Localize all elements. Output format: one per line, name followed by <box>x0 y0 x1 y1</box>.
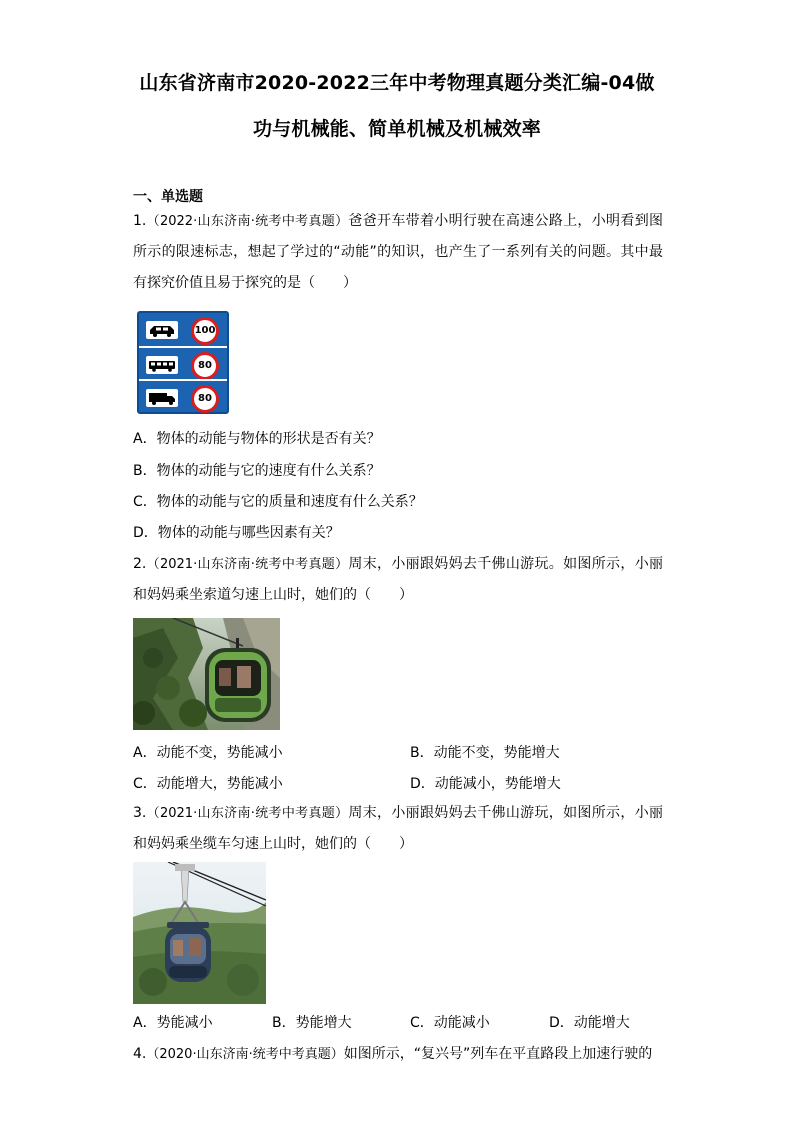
q2-option-b[interactable]: B．动能不变，势能增大 <box>410 745 560 761</box>
question-source: （2021·山东济南·统考中考真题） <box>146 557 349 572</box>
car-icon <box>145 320 179 340</box>
q2-option-d[interactable]: D．动能减小，势能增大 <box>410 776 561 792</box>
question-stem: 周末，小丽跟妈妈去千佛山游玩。如图所示，小丽和妈妈乘坐索道匀速上山时，她们的（ ） <box>133 556 664 603</box>
question-4 <box>133 1039 663 1070</box>
q1-option-d[interactable]: D．物体的动能与哪些因素有关？ <box>133 525 340 541</box>
cable-car-photo-valley <box>133 862 266 1004</box>
q1-option-c[interactable]: C．物体的动能与它的质量和速度有什么关系？ <box>133 494 423 510</box>
question-1 <box>133 206 663 299</box>
truck-icon <box>145 388 179 408</box>
q3-option-a[interactable]: A．势能减小 <box>133 1015 213 1031</box>
bus-icon <box>145 355 179 375</box>
q3-option-c[interactable]: C．动能减小 <box>410 1015 490 1031</box>
question-number: 4. <box>133 1046 147 1062</box>
question-source: （2022·山东济南·统考中考真题） <box>146 214 349 229</box>
speed-limit-100: 100 <box>191 317 219 345</box>
q1-option-b[interactable]: B．物体的动能与它的速度有什么关系？ <box>133 463 381 479</box>
speed-limit-80-truck: 80 <box>191 385 219 413</box>
question-stem: 周末，小丽跟妈妈去千佛山游玩，如图所示，小丽和妈妈乘坐缆车匀速上山时，她们的（ ） <box>133 805 664 852</box>
question-source: （2021·山东济南·统考中考真题） <box>146 806 349 821</box>
q3-option-b[interactable]: B．势能增大 <box>272 1015 352 1031</box>
sign-row-bus <box>139 346 227 381</box>
question-2 <box>133 549 663 611</box>
question-3 <box>133 798 663 860</box>
doc-title-line2: 功与机械能、简单机械及机械效率 <box>252 118 541 140</box>
q2-option-c[interactable]: C．动能增大，势能减小 <box>133 776 283 792</box>
sign-row-truck <box>139 379 227 414</box>
sign-row-car <box>139 313 227 346</box>
cable-car-photo-cliff <box>133 618 280 730</box>
speed-limit-sign <box>137 311 229 414</box>
section-heading: 一、单选题 <box>133 189 203 205</box>
question-number: 3. <box>133 805 147 821</box>
question-number: 2. <box>133 556 147 572</box>
question-source: （2020·山东济南·统考中考真题） <box>146 1047 344 1062</box>
question-stem: 爸爸开车带着小明行驶在高速公路上，小明看到图所示的限速标志，想起了学过的“动能”的知识，也产生了一系列有关的问题。其中最有探究价值且易于探究的是（ ） <box>133 213 664 291</box>
question-stem: 如图所示，“复兴号”列车在平直路段上加速行驶的 <box>343 1046 653 1062</box>
speed-limit-80-bus: 80 <box>191 352 219 380</box>
doc-title-line1: 山东省济南市2020-2022三年中考物理真题分类汇编-04做 <box>139 72 655 94</box>
q1-option-a[interactable]: A．物体的动能与物体的形状是否有关？ <box>133 431 381 447</box>
q2-option-a[interactable]: A．动能不变，势能减小 <box>133 745 283 761</box>
q3-option-d[interactable]: D．动能增大 <box>549 1015 630 1031</box>
question-number: 1. <box>133 213 147 229</box>
